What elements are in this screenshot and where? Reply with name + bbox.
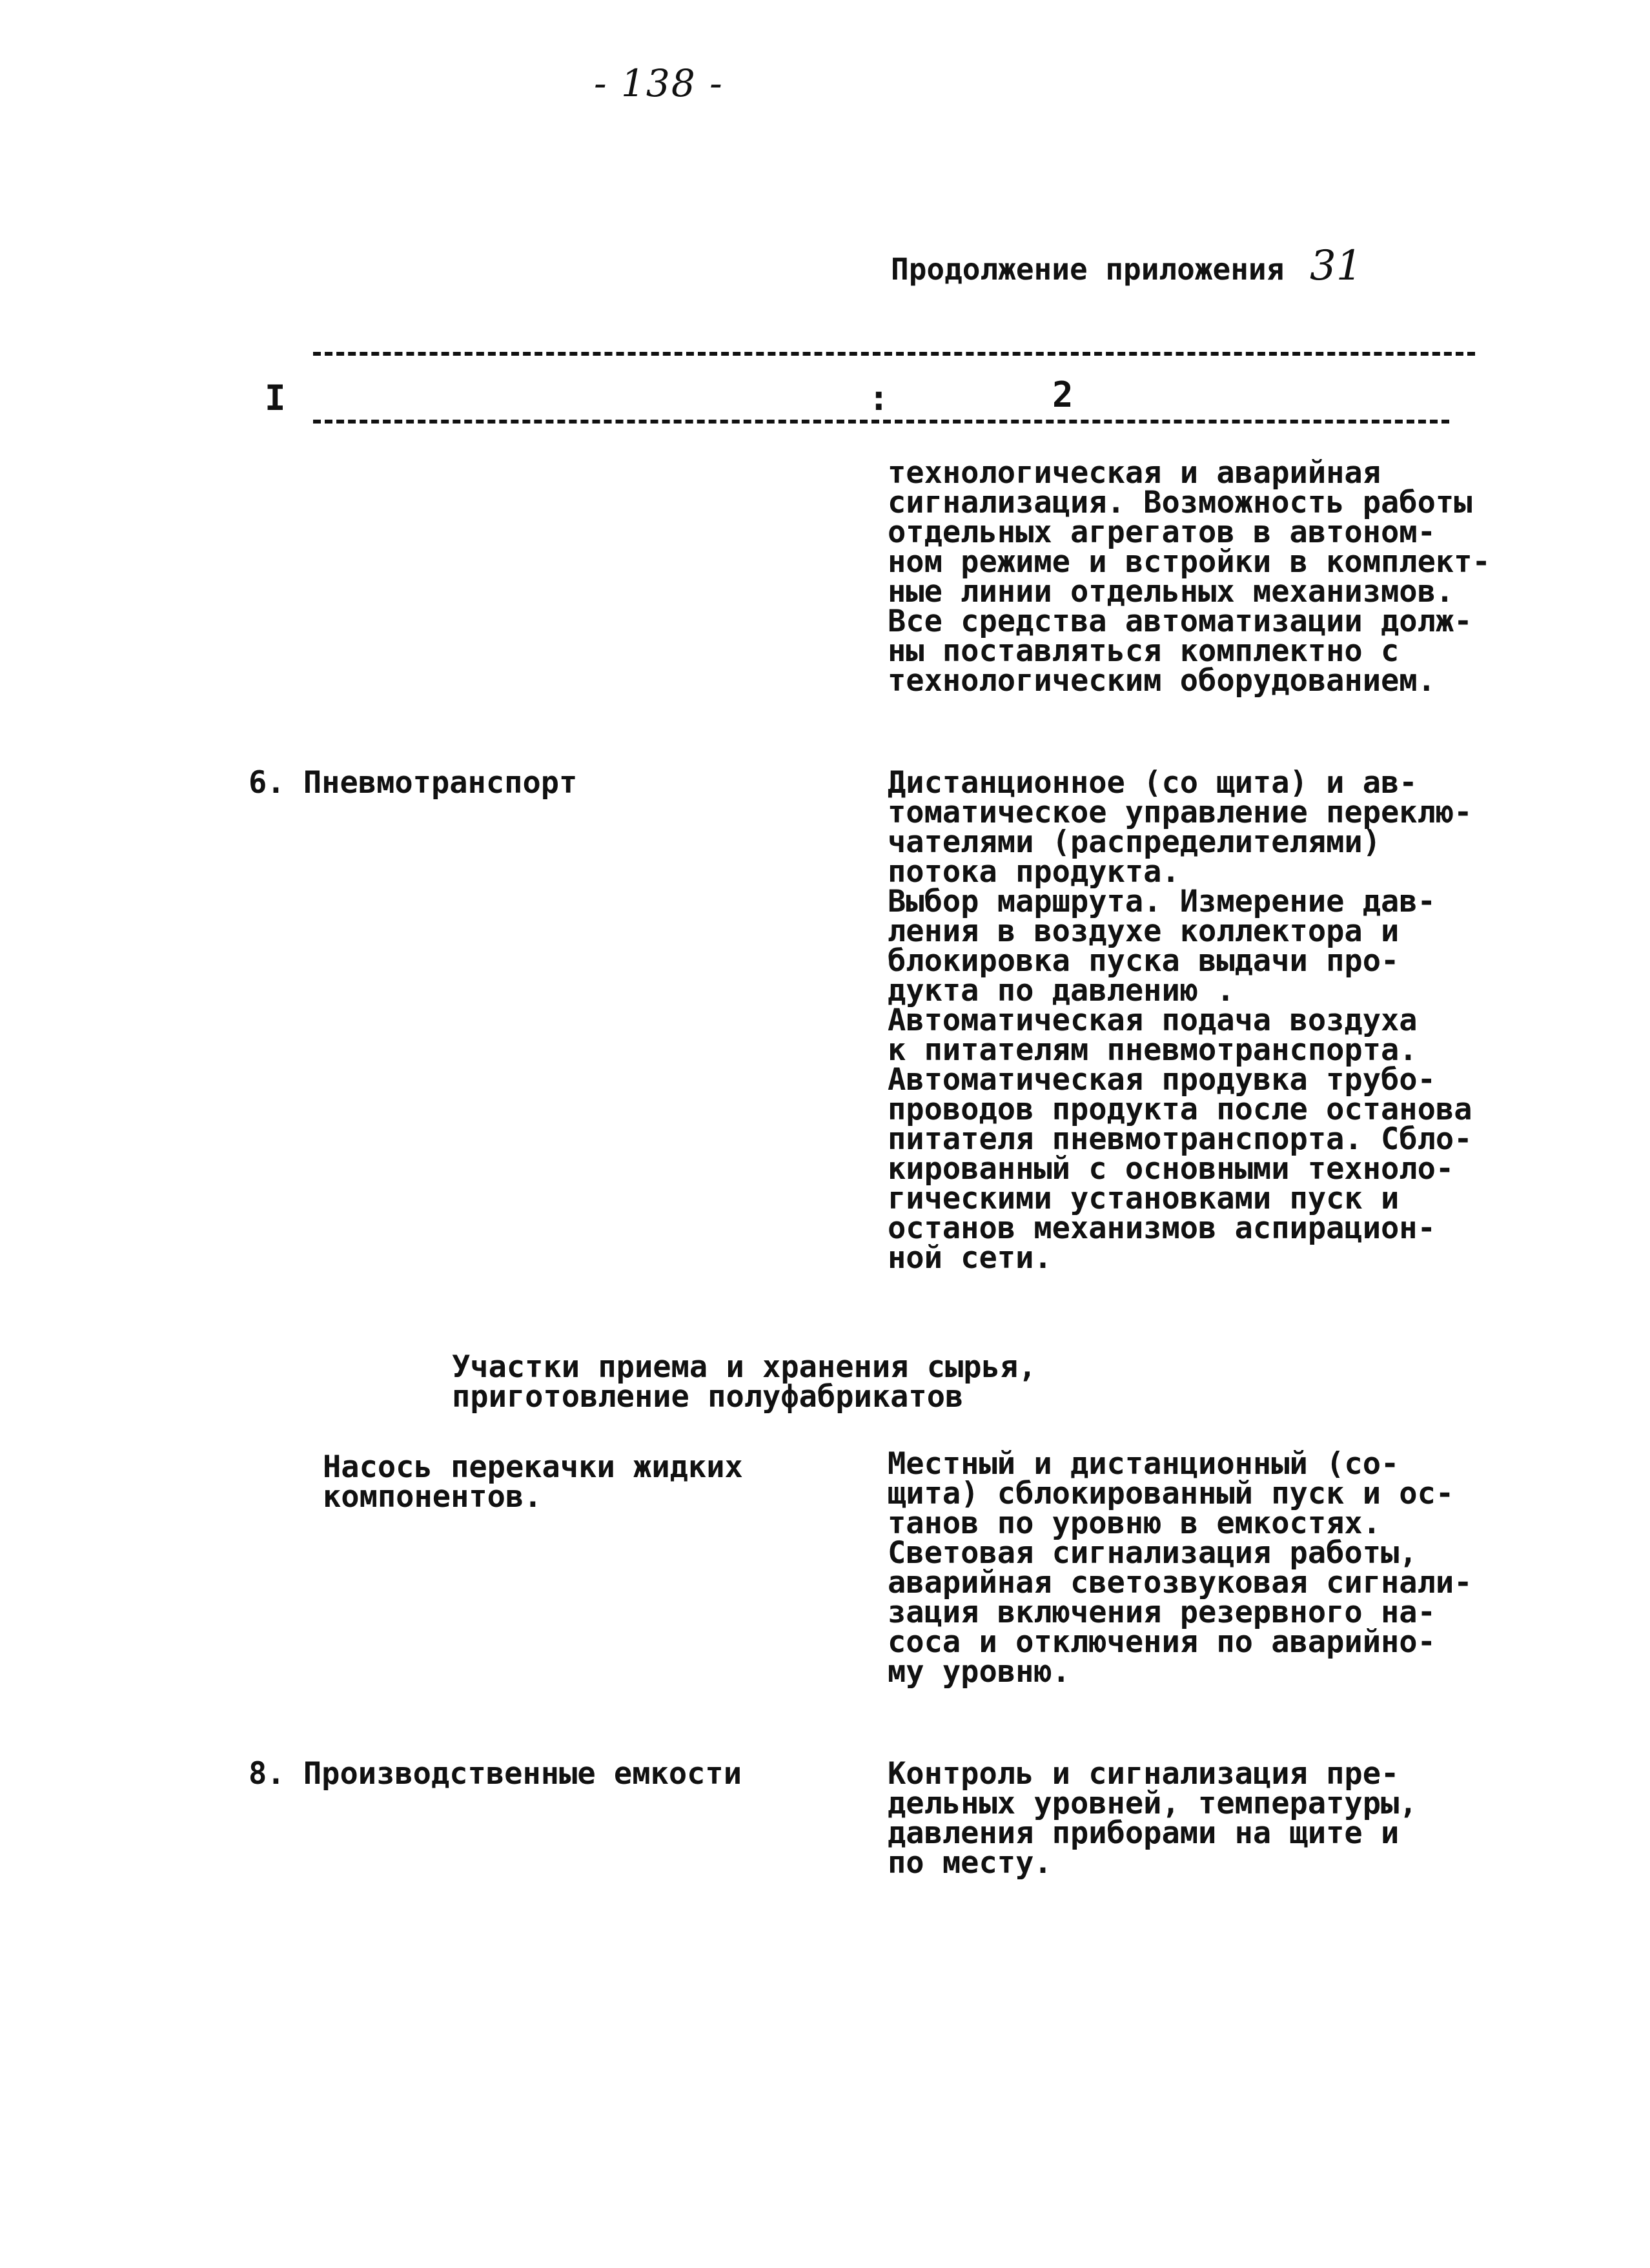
row-3-description: Местный и дистанционный (со- щита) сблокированный пуск и ос- танов по уровню в емкостях. Световая сигнализация работы, аварийная светозвуковая сигнали- зация включения резервного на- соса и отключения по аварийно- му уровню. [888,1446,1472,1690]
row-1-description: технологическая и аварийная сигнализация. Возможность работы отдельных агрегатов в автоном- ном режиме и встройки в комплект- ные линии отдельных механизмов. Все средства автоматизации долж- ны поставляться комплектно с технологическим оборудованием. [888,455,1491,699]
row-2-item: 6. Пневмотранспорт [249,765,578,801]
row-4-item: 8. Производственные емкости [249,1756,742,1792]
continuation-label: Продолжение приложения [891,252,1285,287]
column-separator: : [868,378,890,418]
row-4-description: Контроль и сигнализация пре- дельных уровней, температуры, давления приборами на щите и по месту. [888,1756,1418,1881]
table-top-rule [313,352,1475,356]
row-3-item: Насось перекачки жидких компонентов. [323,1449,743,1515]
row-2-description: Дистанционное (со щита) и ав- томатическое управление переклю- чателями (распределителями) потока продукта. Выбор маршрута. Измерение дав- ления в воздухе коллектора и блокировка пуска выдачи про- дукта по давлению . Автоматическая подача воздуха к питателям пневмотранспорта. Автоматическая продувка трубо- проводов продукта после останова питателя пневмотранспорта. Сбло- кированный с основными техноло- гическими установками пуск и останов механизмов аспирацион- ной сети. [888,765,1472,1276]
page-number: - 138 - [594,61,724,105]
column-2-number: 2 [1052,374,1074,415]
appendix-number: 31 [1309,242,1363,290]
table-header-rule [313,420,1449,424]
section-heading: Участки приема и хранения сырья, приготовление полуфабрикатов [452,1349,1037,1415]
column-1-number: I [265,378,286,418]
continuation-header [891,242,1362,290]
